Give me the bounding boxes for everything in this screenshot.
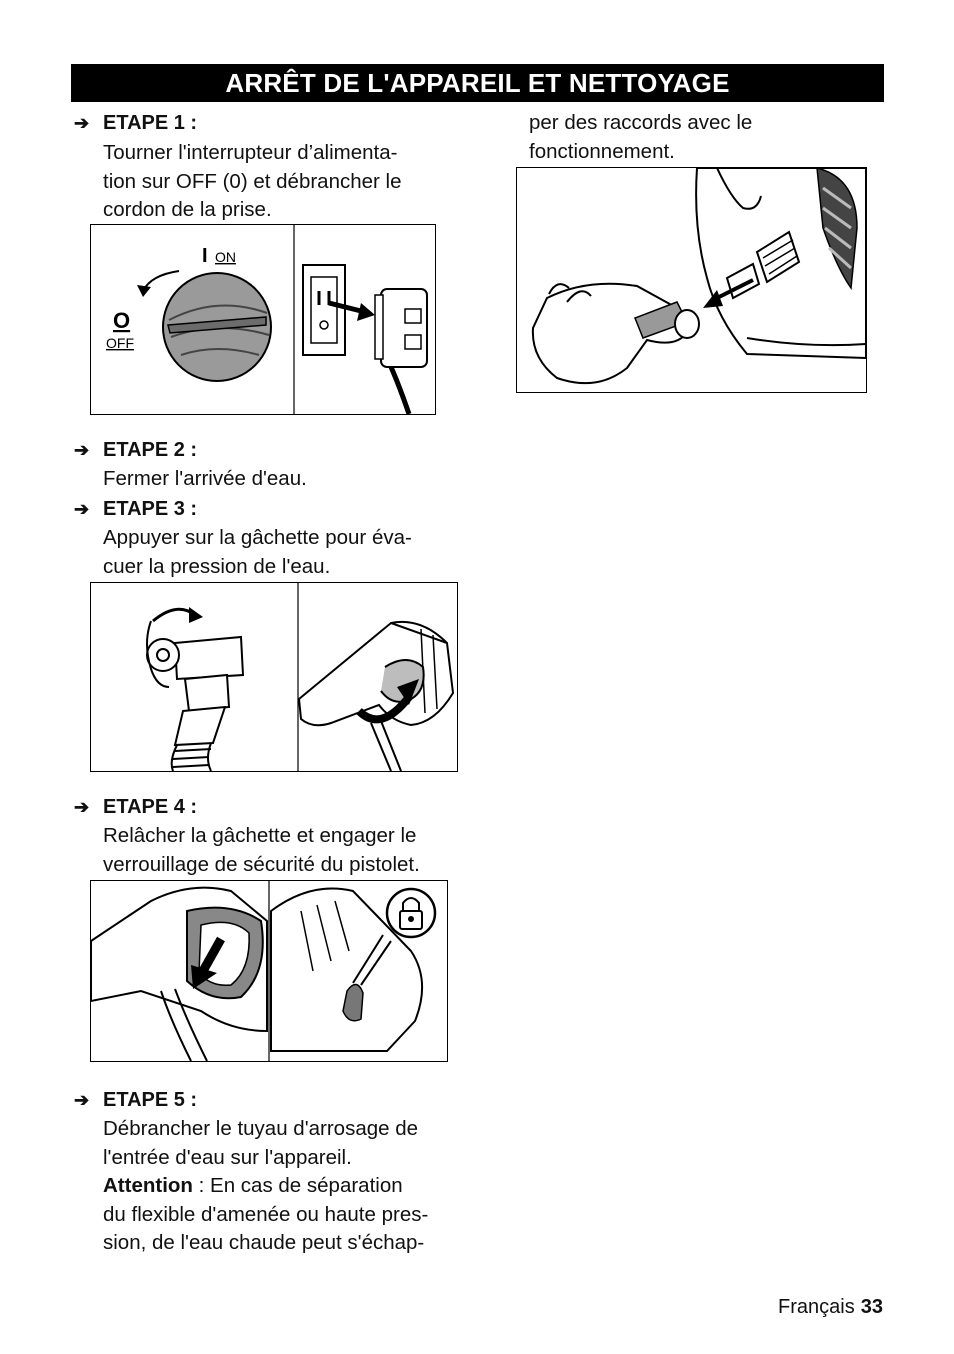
power-plug-illustration [375,289,427,414]
attention-paragraph [103,1172,428,1258]
wall-outlet-illustration [303,265,375,355]
water-tap-illustration [147,607,243,771]
on-symbol: I [202,245,208,267]
step-1-heading [74,112,197,135]
appliance-inlet-illustration [696,168,866,358]
step-5-heading [74,1089,197,1112]
figure-disconnect-garden-hose [516,167,867,393]
step-2-label: ETAPE 2 : [103,439,198,461]
page-title [71,64,884,102]
hand-disconnect-illustration [533,280,753,383]
step-3-text: Appuyer sur la gâchette pour éva- cuer la pression de l'eau. [103,526,412,578]
step-1-label: ETAPE 1 : [103,112,198,134]
step-1-text: Tourner l'interrupteur d’alimenta- tion sur OFF (0) et débrancher le cordon de la prise. [103,141,402,221]
step-3-heading [74,498,197,521]
trigger-release-illustration [91,888,267,1061]
power-dial-illustration [137,271,271,381]
off-label: OFF [106,335,134,351]
on-label: ON [215,249,236,265]
safety-lock-illustration [271,889,435,1052]
arrow-bullet-icon: ➔ [74,440,90,460]
page-footer [778,1296,883,1319]
off-symbol: O [113,308,131,333]
step-4-heading [74,796,197,819]
step-4-label: ETAPE 4 : [103,796,198,818]
step-5-text: Débrancher le tuyau d'arrosage de l'entrée d'eau sur l'appareil. [103,1117,419,1169]
attention-text: : En cas de séparation du flexible d'amenée ou haute pres- sion, de l'eau chaude peut s'échap- [103,1174,429,1254]
page-title-text: ARRÊT DE L'APPAREIL ET NETTOYAGE [225,67,730,98]
figure-power-switch-unplug [90,224,436,415]
spray-gun-trigger-illustration [299,622,453,771]
arrow-bullet-icon: ➔ [74,499,90,519]
arrow-bullet-icon: ➔ [74,797,90,817]
figure-release-trigger-safety-lock [90,880,448,1062]
page-number: 33 [860,1296,883,1318]
step-4-text: Relâcher la gâchette et engager le verrouillage de sécurité du pistolet. [103,824,420,876]
step-2-heading [74,439,197,462]
step-3-label: ETAPE 3 : [103,498,198,520]
figure-close-tap-release-pressure [90,582,458,772]
step-5-label: ETAPE 5 : [103,1089,198,1111]
arrow-bullet-icon: ➔ [74,1090,90,1110]
arrow-bullet-icon: ➔ [74,113,90,133]
footer-language: Français [778,1296,855,1318]
continuation-text: per des raccords avec le fonctionnement. [529,111,753,163]
step-2-text: Fermer l'arrivée d'eau. [103,467,307,490]
attention-label: Attention [103,1174,193,1197]
